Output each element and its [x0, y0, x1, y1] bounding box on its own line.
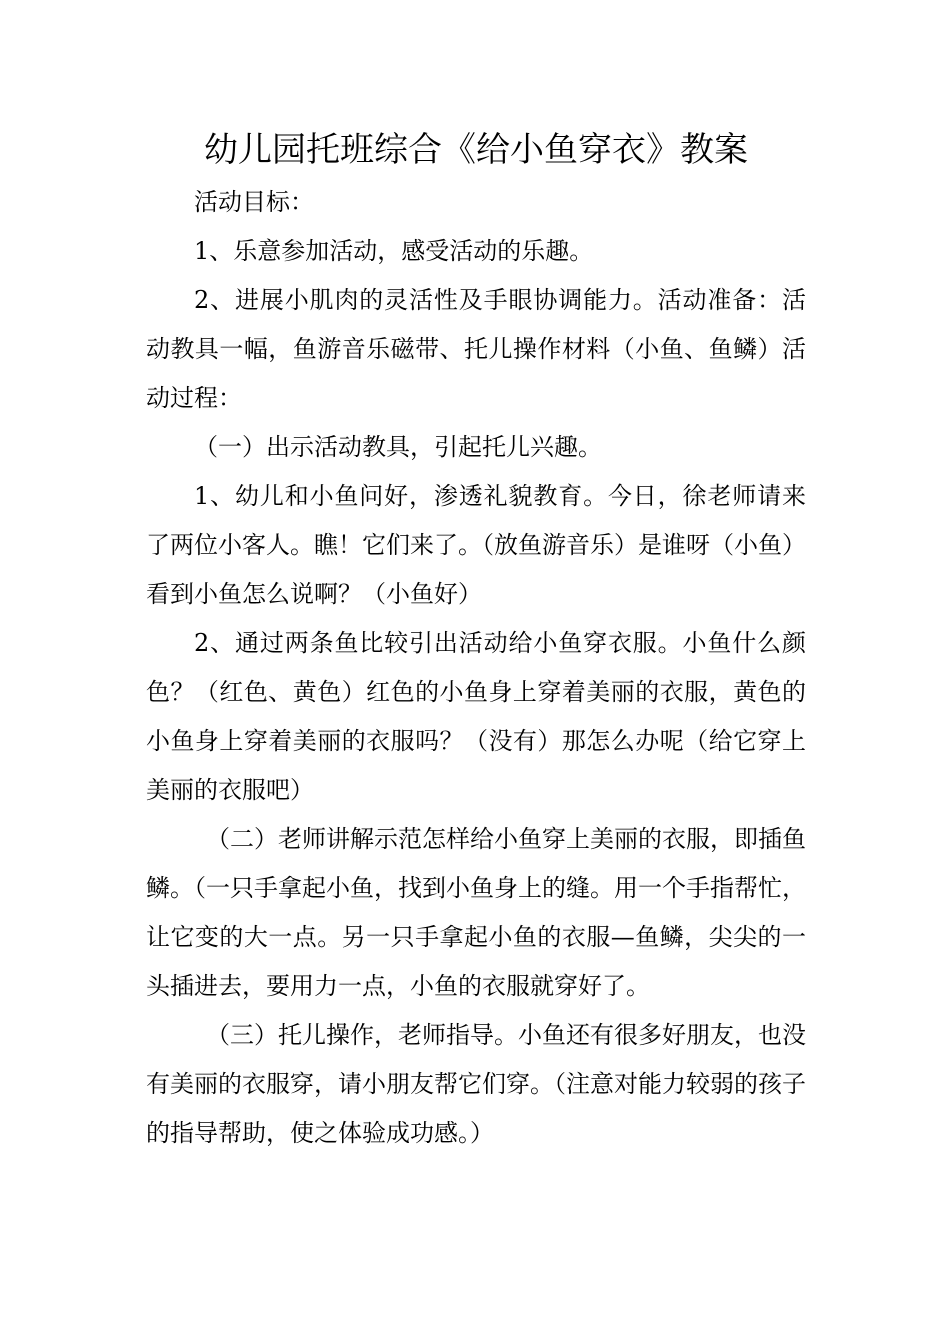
paragraph-step-1-heading: （一）出示活动教具，引起托儿兴趣。 [194, 433, 602, 461]
document-title: 幼儿园托班综合《给小鱼穿衣》教案 [204, 130, 748, 170]
paragraph-goal-2-preparation: 2、进展小肌肉的灵活性及手眼协调能力。活动准备：活动教具一幅，鱼游音乐磁带、托儿操作材料（小鱼、鱼鳞）活动过程： [146, 286, 806, 412]
paragraph-goal-1: 1、乐意参加活动，感受活动的乐趣。 [194, 237, 594, 265]
paragraph-step-2: （二）老师讲解示范怎样给小鱼穿上美丽的衣服，即插鱼鳞。（一只手拿起小鱼，找到小鱼身上的缝。用一个手指帮忙，让它变的大一点。另一只手拿起小鱼的衣服—鱼鳞，尖尖的一头插进去，要用力一点，小鱼的衣服就穿好了。 [146, 825, 806, 1000]
paragraph-step-3: （三）托儿操作，老师指导。小鱼还有很多好朋友，也没有美丽的衣服穿，请小朋友帮它们穿。（注意对能力较弱的孩子的指导帮助，使之体验成功感。） [146, 1021, 806, 1147]
paragraph-goals-heading: 活动目标： [194, 188, 314, 216]
paragraph-step-1-item-1: 1、幼儿和小鱼问好，渗透礼貌教育。今日，徐老师请来了两位小客人。瞧！它们来了。（放鱼游音乐）是谁呀（小鱼）看到小鱼怎么说啊？（小鱼好） [146, 482, 806, 608]
document-body [146, 178, 806, 1158]
paragraph-step-1-item-2: 2、通过两条鱼比较引出活动给小鱼穿衣服。小鱼什么颜色？（红色、黄色）红色的小鱼身上穿着美丽的衣服，黄色的小鱼身上穿着美丽的衣服吗？（没有）那怎么办呢（给它穿上美丽的衣服吧） [146, 629, 806, 804]
